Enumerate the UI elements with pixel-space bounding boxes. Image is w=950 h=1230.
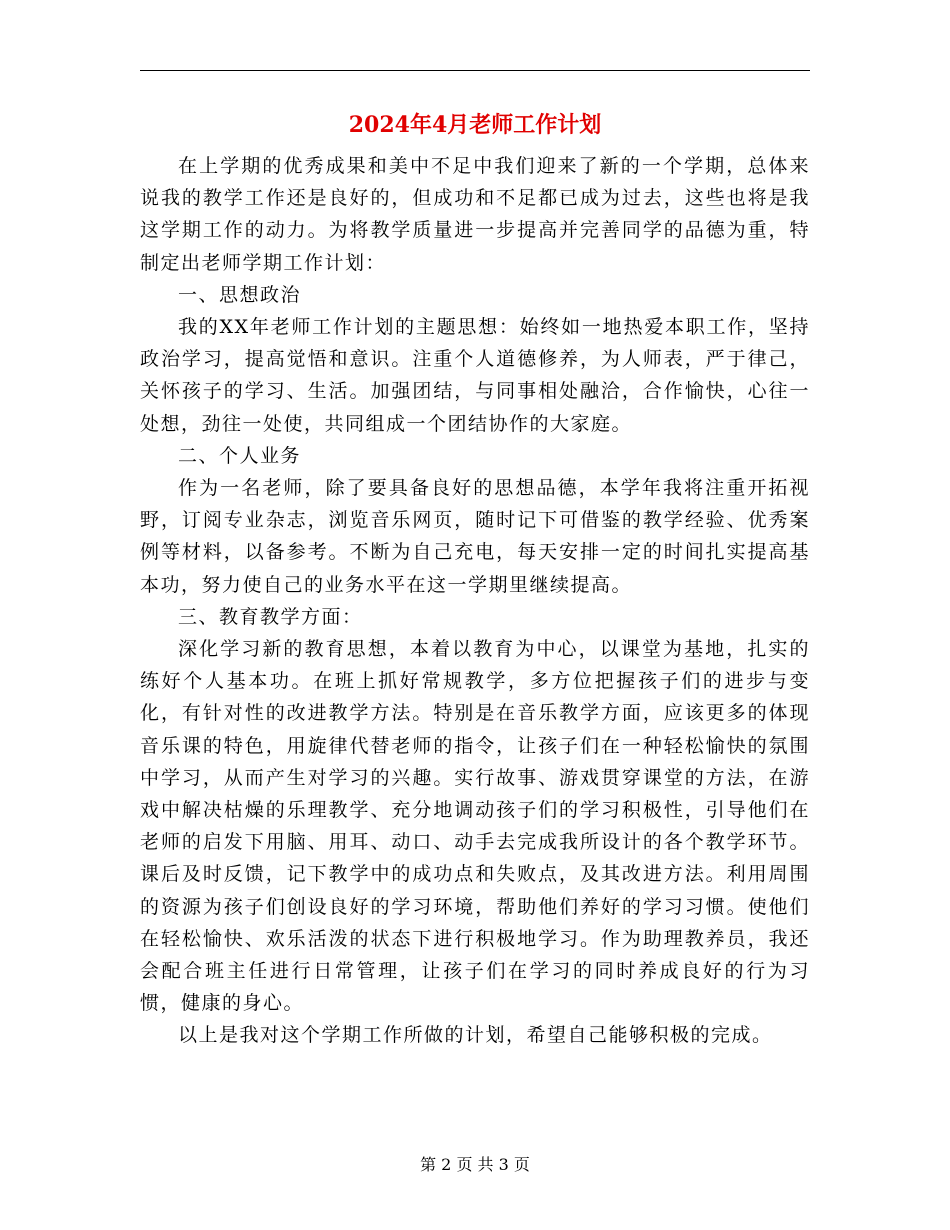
section-heading-teaching: 三、教育教学方面： xyxy=(178,605,363,628)
paragraph-ideology: 我的XX年老师工作计划的主题思想：始终如一地热爱本职工作，坚持政治学习，提高觉悟和意识。注重个人道德修养，为人师表，严于律己，关怀孩子的学习、生活。加强团结，与同事相处融洽，合作愉快，心往一处想，劲往一处使，共同组成一个团结协作的大家庭。 xyxy=(140,316,810,435)
paragraph-teaching: 深化学习新的教育思想，本着以教育为中心，以课堂为基地，扎实的练好个人基本功。在班上抓好常规教学，多方位把握孩子们的进步与变化，有针对性的改进教学方法。特别是在音乐教学方面，应该更多的体现音乐课的特色，用旋律代替老师的指令，让孩子们在一种轻松愉快的氛围中学习，从而产生对学习的兴趣。实行故事、游戏贯穿课堂的方法，在游戏中解决枯燥的乐理教学、充分地调动孩子们的学习积极性，引导他们在老师的启发下用脑、用耳、动口、动手去完成我所设计的各个教学环节。课后及时反馈，记下教学中的成功点和失败点，及其改进方法。利用周围的资源为孩子们创设良好的学习环境，帮助他们养好的学习习惯。使他们在轻松愉快、欢乐活泼的状态下进行积极地学习。作为助理教养员，我还会配合班主任进行日常管理，让孩子们在学习的同时养成良好的行为习惯，健康的身心。 xyxy=(140,638,810,1015)
document-title: 2024年4月老师工作计划 xyxy=(348,112,602,138)
paragraph-conclusion: 以上是我对这个学期工作所做的计划，希望自己能够积极的完成。 xyxy=(178,1024,773,1047)
section-heading-personal-business: 二、个人业务 xyxy=(178,444,302,467)
paragraph-intro: 在上学期的优秀成果和美中不足中我们迎来了新的一个学期，总体来说我的教学工作还是良好的，但成功和不足都已成为过去，这些也将是我这学期工作的动力。为将教学质量进一步提高并完善同学的品德为重，特制定出老师学期工作计划： xyxy=(140,155,810,274)
section-heading-ideology: 一、思想政治 xyxy=(178,283,302,306)
header-rule xyxy=(140,70,810,71)
page-number-footer: 第 2 页 共 3 页 xyxy=(420,1155,530,1174)
paragraph-personal-business: 作为一名老师，除了要具备良好的思想品德，本学年我将注重开拓视野，订阅专业杂志，浏览音乐网页，随时记下可借鉴的教学经验、优秀案例等材料，以备参考。不断为自己充电，每天安排一定的时间扎实提高基本功，努力使自己的业务水平在这一学期里继续提高。 xyxy=(140,477,810,596)
document-body xyxy=(140,150,810,1052)
